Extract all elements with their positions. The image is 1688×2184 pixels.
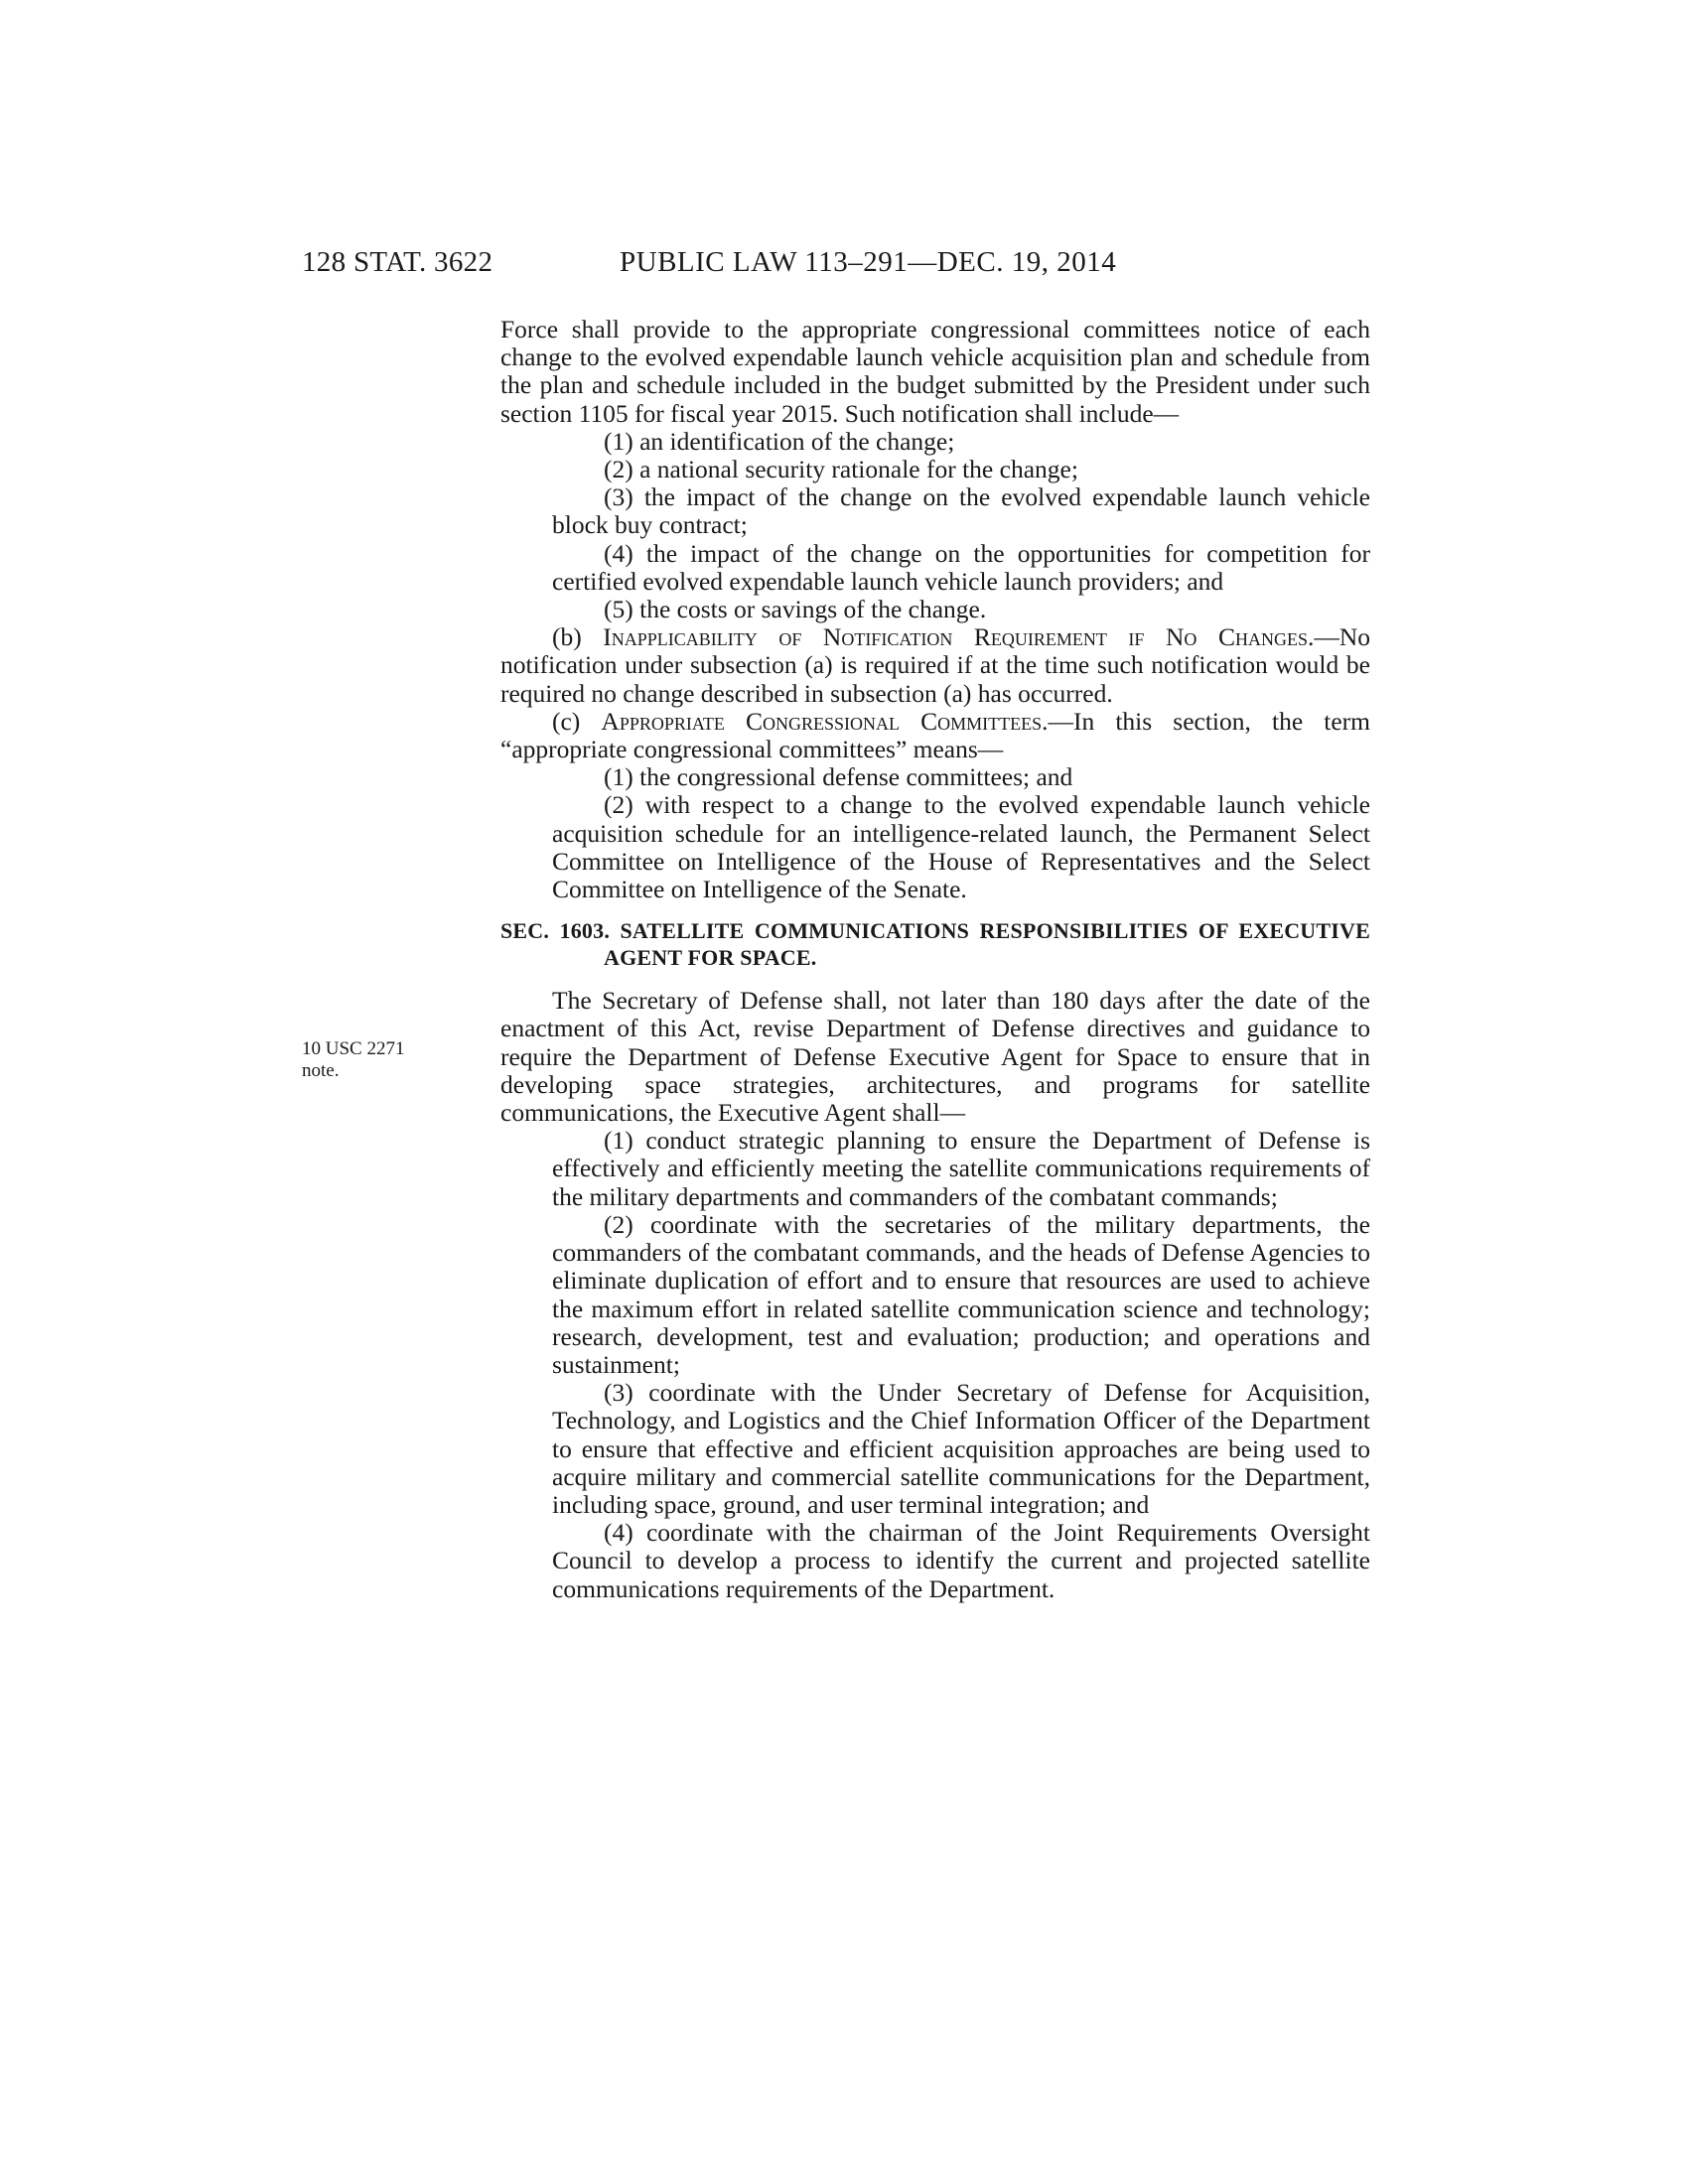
list-item: (2) with respect to a change to the evolved expendable launch vehicle acquisition schedule for an intelligence-related launch, the Permanent Select Committee on Intelligence of the House of Representatives and the Select Committee on Intelligence of the Senate. — [552, 790, 1370, 904]
subsection-text: —No notification under subsection (a) is required if at the time such notification would be required no change described in subsection (a) has occurred. — [500, 622, 1371, 708]
list-item: (1) the congressional defense committees; and — [604, 762, 1073, 792]
subsection-text: —In this section, the term “appropriate congressional committees” means— — [500, 706, 1370, 764]
section-heading — [500, 917, 1370, 971]
list-item: (1) conduct strategic planning to ensure the Department of Defense is effectively and efficiently meeting the satellite communications requirements of the military departments and commanders of the combatant commands; — [552, 1126, 1370, 1211]
margin-note-label: note. — [302, 1060, 340, 1081]
list-item: (4) coordinate with the chairman of the Joint Requirements Oversight Council to develop a process to identify the current and projected satellite communications requirements of the Department. — [552, 1518, 1370, 1603]
paragraph-continuation: Force shall provide to the appropriate congressional committees notice of each change to the evolved expendable launch vehicle acquisition plan and schedule from the plan and schedule included in the budget submitted by the President under such section 1105 for fiscal year 2015. Such notification shall include— — [500, 315, 1370, 428]
subsection-heading: Appropriate Congressional Committees. — [601, 706, 1049, 736]
list-item: (5) the costs or savings of the change. — [604, 595, 987, 624]
subsection-number: (b) — [552, 622, 604, 652]
subsection-b — [500, 623, 1370, 708]
running-header — [0, 246, 1688, 286]
subsection-number: (c) — [552, 706, 602, 736]
public-law-citation: PUBLIC LAW 113–291—DEC. 19, 2014 — [620, 246, 1117, 278]
list-item: (1) an identification of the change; — [604, 426, 955, 456]
list-item: (2) coordinate with the secretaries of the military departments, the commanders of the combatant commands, and the heads of Defense Agencies to eliminate duplication of effort and to ensure that resources are used to achieve the maximum effort in related satellite communication science and technology; research, development, test and evaluation; production; and operations and sustainment; — [552, 1209, 1370, 1379]
subsection-heading: Inapplicability of Notification Requirement if No Changes. — [603, 622, 1315, 652]
list-item: (3) coordinate with the Under Secretary of Defense for Acquisition, Technology, and Logistics and the Chief Information Officer of the Department to ensure that effective and efficient acquisition approaches are being used to acquire military and commercial satellite communications for the Department, including space, ground, and user terminal integration; and — [552, 1378, 1370, 1519]
list-item: (3) the impact of the change on the evolved expendable launch vehicle block buy contract; — [552, 482, 1370, 540]
body-text — [500, 316, 1370, 1603]
margin-note-citation: 10 USC 2271 — [302, 1038, 405, 1059]
section-intro: The Secretary of Defense shall, not later than 180 days after the date of the enactment of this Act, revise Department of Defense directives and guidance to require the Department of Defense Executive Agent for Space to ensure that in developing space strategies, architectures, and programs for satellite communications, the Executive Agent shall— — [500, 986, 1370, 1128]
subsection-c — [500, 708, 1370, 763]
section-title: SATELLITE COMMUNICATIONS RESPONSIBILITIES OF EXECUTIVE AGENT FOR SPACE. — [604, 918, 1370, 971]
statute-page-number: 128 STAT. 3622 — [302, 246, 493, 278]
section-label: SEC. 1603. — [500, 918, 611, 944]
margin-note — [302, 1038, 441, 1082]
list-item: (4) the impact of the change on the opportunities for competition for certified evolved expendable launch vehicle launch providers; and — [552, 538, 1370, 596]
list-item: (2) a national security rationale for the change; — [604, 455, 1078, 484]
